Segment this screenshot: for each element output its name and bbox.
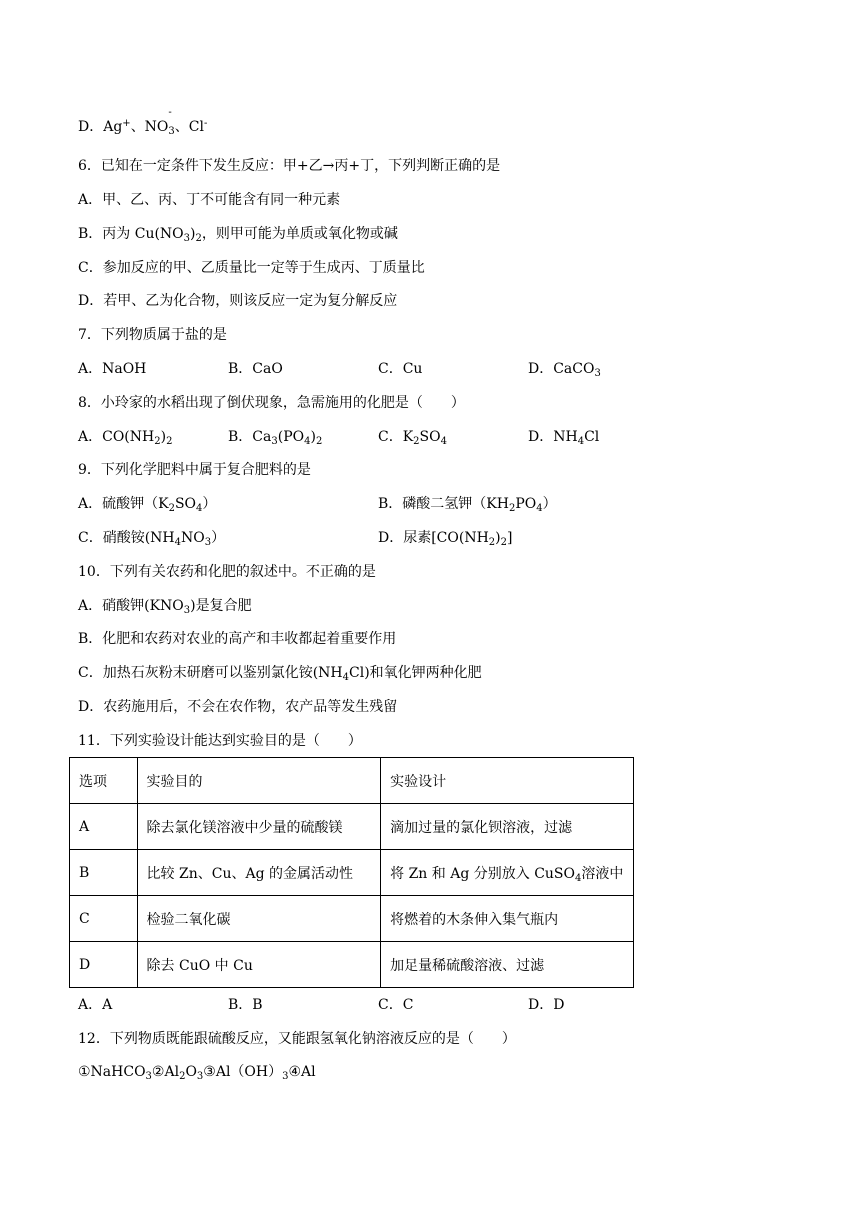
q10-option-d: D．农药施用后，不会在农作物，农产品等发生残留 [78, 699, 398, 715]
q7-option-b: B．CaO [228, 361, 283, 377]
q8-option-b: B．$Ca_3(PO_4)_2$ [228, 429, 323, 447]
q9-option-b: B．磷酸二氢钾$(KH_2PO_4)$ [378, 496, 557, 514]
q8-stem: 8．小玲家的水稻出现了倒伏现象，急需施用的化肥是（ ） [78, 395, 465, 411]
q11-stem: 11．下列实验设计能达到实验目的是（ ） [78, 733, 362, 749]
table-cell: A [70, 804, 138, 850]
table-cell: D [70, 942, 138, 988]
q11-table [69, 757, 634, 988]
q7-stem: 7．下列物质属于盐的是 [78, 327, 227, 343]
q9-option-a: A．硫酸钾$(K_2SO_4)$ [78, 496, 217, 514]
table-cell: 加足量稀硫酸溶液、过滤 [381, 942, 634, 988]
table-cell: 除去氯化镁溶液中少量的硫酸镁 [137, 804, 381, 850]
table-cell: B [70, 850, 138, 896]
q11-option-b: B．B [228, 997, 263, 1013]
q6-stem: 6．已知在一定条件下发生反应：甲+乙→丙+丁，下列判断正确的是 [78, 158, 501, 174]
table-row [70, 896, 634, 942]
q12-items: $①NaHCO_3②Al_2O_3③Al(OH)_3④Al$ [78, 1064, 316, 1082]
q8-option-a: A．$CO(NH_2)_2$ [78, 429, 173, 447]
table-header: 实验设计 [381, 758, 634, 804]
q11-option-c: C．C [378, 997, 414, 1013]
q7-option-d: D．CaCO$_3$ [528, 361, 601, 379]
table-cell: 将燃着的木条伸入集气瓶内 [381, 896, 634, 942]
table-cell: 比较 Zn、Cu、Ag 的金属活动性 [137, 850, 381, 896]
table-cell: C [70, 896, 138, 942]
q10-stem: 10．下列有关农药和化肥的叙述中。不正确的是 [78, 564, 376, 580]
q10-option-c: C．加热石灰粉末研磨可以鉴别氯化铵$(NH_4Cl)$和氧化钾两种化肥 [78, 665, 482, 683]
table-cell: 将 Zn 和 Ag 分别放入 CuSO$_4$溶液中 [381, 850, 634, 896]
table-cell: 检验二氧化碳 [137, 896, 381, 942]
q11-option-a: A．A [78, 997, 113, 1013]
table-row [70, 850, 634, 896]
table-row [70, 942, 634, 988]
q10-option-a: A．硝酸钾$(KNO_3)$是复合肥 [78, 598, 252, 616]
q9-option-c: C．硝酸铵$(NH_4NO_3)$ [78, 530, 226, 548]
q8-option-c: C．$K_2SO_4$ [378, 429, 447, 447]
table-header: 选项 [70, 758, 138, 804]
q8-option-d: D．$NH_4Cl$ [528, 429, 600, 447]
q7-option-c: C．Cu [378, 361, 423, 377]
table-header: 实验目的 [137, 758, 381, 804]
q12-stem: 12．下列物质既能跟硫酸反应，又能跟氢氧化钠溶液反应的是（ ） [78, 1031, 516, 1047]
table-header-row [70, 758, 634, 804]
table-row [70, 804, 634, 850]
table-cell: 除去 CuO 中 Cu [137, 942, 381, 988]
q7-option-a: A．NaOH [78, 361, 147, 377]
q10-option-b: B．化肥和农药对农业的高产和丰收都起着重要作用 [78, 631, 397, 647]
q9-option-d: D．尿素$[CO(NH_2)_2]$ [378, 530, 513, 548]
q5-option-d: D．Ag+、$NO_3$ - 、Cl- [78, 107, 208, 137]
table-cell: 滴加过量的氯化钡溶液，过滤 [381, 804, 634, 850]
q6-option-b: B．丙为 $Cu(NO_3)_2$，则甲可能为单质或氧化物或碱 [78, 226, 398, 244]
q11-option-d: D．D [528, 997, 565, 1013]
q9-stem: 9．下列化学肥料中属于复合肥料的是 [78, 462, 311, 478]
q6-option-d: D．若甲、乙为化合物，则该反应一定为复分解反应 [78, 293, 398, 309]
q6-option-c: C．参加反应的甲、乙质量比一定等于生成丙、丁质量比 [78, 260, 425, 276]
q6-option-a: A．甲、乙、丙、丁不可能含有同一种元素 [78, 192, 341, 208]
